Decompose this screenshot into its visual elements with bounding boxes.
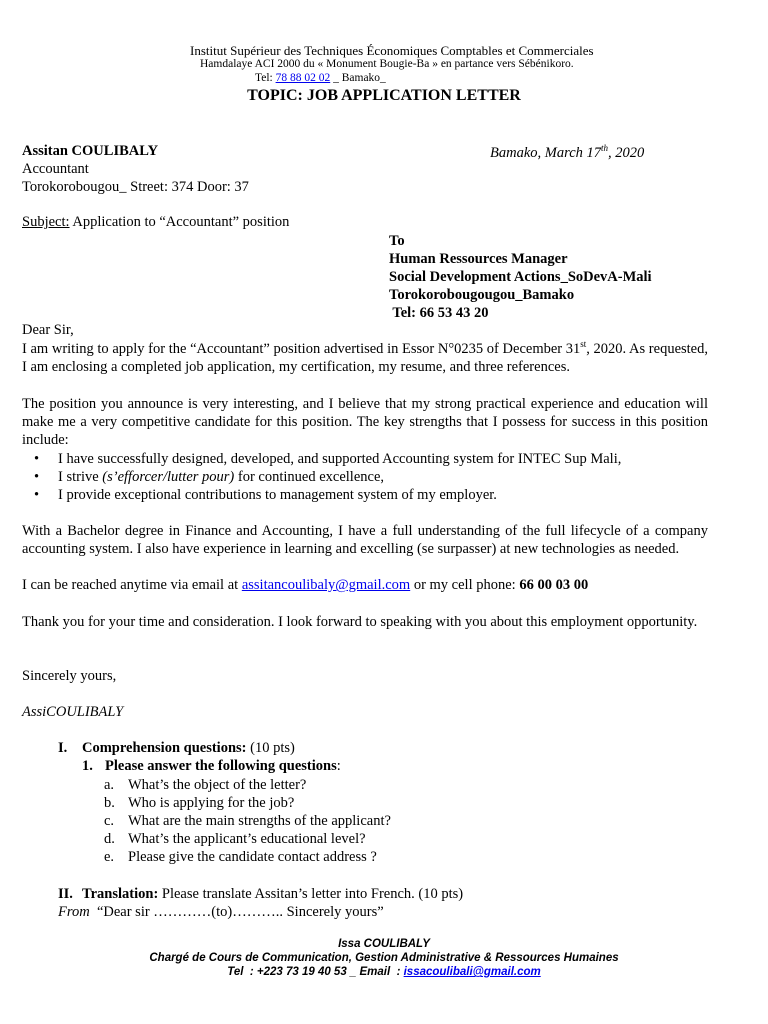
question-text: What’s the applicant’s educational level? [128, 831, 366, 847]
b2-text: I strive [58, 469, 103, 485]
institute-name: Institut Supérieur des Techniques Économiques Comptables et Commerciales [190, 43, 594, 58]
q1-num: 1. [82, 758, 93, 774]
letter-date [490, 143, 644, 162]
sender-address: Torokorobougou_ Street: 374 Door: 37 [22, 179, 249, 195]
tel-label: Tel: [255, 72, 276, 84]
question-list [104, 776, 391, 866]
from-text: “Dear sir …………(to)……….. Sincerely yours” [89, 904, 384, 920]
section-2-title [82, 886, 463, 903]
tel-link[interactable]: 78 88 02 02 [275, 72, 331, 84]
section-1-heading: Comprehension questions: [82, 740, 251, 756]
question-text: What’s the object of the letter? [128, 777, 307, 793]
q1-title [105, 758, 341, 775]
question-letter: b. [104, 795, 115, 811]
section-1-title [82, 740, 295, 757]
question-letter: a. [104, 777, 115, 793]
question-letter: d. [104, 831, 115, 847]
paragraph-2: The position you announce is very interesting, and I believe that my strong practical experience and education will make me a very competitive candidate for this position. The key strengths that I possess for success in this position include: [22, 396, 708, 448]
b2-italic: (s’efforcer/lutter pour) [102, 469, 235, 485]
question-text: Please give the candidate contact address ? [128, 849, 377, 865]
q1-heading: Please answer the following questions [105, 758, 337, 774]
section-2-text: Please translate Assitan’s letter into French. (10 pts) [158, 886, 464, 902]
list-item [22, 468, 712, 486]
p1-text: I am writing to apply for the “Accountant” position advertised in Essor N°0235 of December 31 [22, 341, 581, 357]
tel-suffix: _ Bamako_ [330, 72, 386, 84]
question-item [104, 794, 391, 812]
question-text: Who is applying for the job? [128, 795, 295, 811]
recipient-org: Social Development Actions_SoDevA-Mali [389, 269, 652, 285]
footer-contact [0, 966, 768, 978]
subject-label: Subject: [22, 214, 70, 230]
closing: Sincerely yours, [22, 668, 117, 684]
institute-tel [255, 72, 555, 84]
question-item [104, 776, 391, 794]
section-2-heading: Translation: [82, 886, 159, 902]
footer-role: Chargé de Cours de Communication, Gestion Administrative & Ressources Humaines [149, 952, 619, 964]
question-letter: e. [104, 849, 115, 865]
paragraph-4 [22, 577, 588, 594]
sender-title: Accountant [22, 161, 89, 177]
section-1-points: (10 pts) [250, 740, 295, 756]
p4-text-cont: or my cell phone: [410, 577, 520, 593]
recipient-city: Torokorobougougou_Bamako [389, 287, 575, 303]
q1-colon: : [336, 758, 341, 774]
p4-text: I can be reached anytime via email at [22, 577, 242, 593]
question-text: What are the main strengths of the applicant? [128, 813, 391, 829]
recipient-block [389, 232, 652, 322]
paragraph-3: With a Bachelor degree in Finance and Accounting, I have a full understanding of the full lifecycle of a company accounting system. I also have experience in learning and excelling (se surpasser) at new technologies as needed. [22, 523, 708, 557]
institute-address: Hamdalaye ACI 2000 du « Monument Bougie-Ba » en partance vers Sébénikoro. [200, 58, 574, 70]
signature: AssiCOULIBALY [22, 704, 124, 720]
b2-text-cont: for continued excellence, [234, 469, 385, 485]
p1-sup: st [580, 339, 587, 350]
paragraph-5: Thank you for your time and consideration. I look forward to speaking with you about this employment opportunity. [22, 614, 698, 630]
date-main: Bamako, March 17 [490, 144, 602, 161]
paragraph-1 [22, 340, 708, 376]
sender-phone: 66 00 03 00 [519, 577, 589, 593]
strengths-list [22, 450, 712, 504]
recipient-role: Human Ressources Manager [389, 251, 568, 267]
sender-email-link[interactable]: assitancoulibaly@gmail.com [241, 577, 411, 593]
question-item [104, 812, 391, 830]
section-1-num: I. [58, 740, 68, 756]
translation-range [58, 904, 384, 921]
date-year: , 2020 [608, 144, 645, 161]
question-item [104, 830, 391, 848]
page-title: TOPIC: JOB APPLICATION LETTER [247, 87, 521, 104]
footer-tel: Tel : +223 73 19 40 53 _ Email : [227, 966, 404, 978]
recipient-to: To [389, 233, 405, 249]
question-item [104, 848, 391, 866]
salutation: Dear Sir, [22, 322, 74, 338]
subject-line [22, 214, 289, 231]
subject-text: Application to “Accountant” position [69, 214, 290, 230]
from-label: From [58, 904, 90, 920]
p1-text-cont: , 2020. As requested, I am enclosing a completed job application, my certification, my resume, and three references. [22, 341, 708, 375]
footer-name: Issa COULIBALY [338, 938, 430, 950]
section-2-num: II. [58, 886, 73, 902]
question-letter: c. [104, 813, 115, 829]
recipient-tel: Tel: 66 53 43 20 [389, 305, 489, 321]
list-item: • I provide exceptional contributions to management system of my employer. [22, 486, 712, 504]
list-item: • I have successfully designed, developed, and supported Accounting system for INTEC Sup Mali, [22, 450, 712, 468]
footer-email-link[interactable]: issacoulibali@gmail.com [403, 966, 541, 978]
date-sup: th [601, 143, 609, 153]
sender-name: Assitan COULIBALY [22, 143, 159, 159]
